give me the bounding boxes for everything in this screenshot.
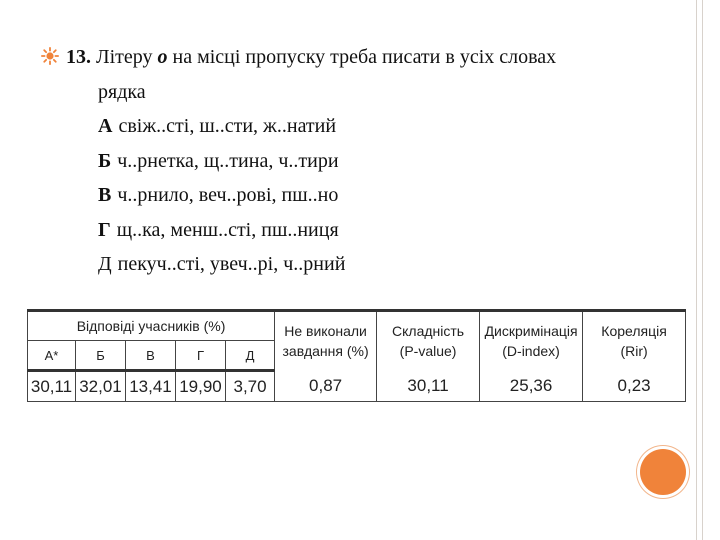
- table-cell: 25,36: [480, 371, 583, 402]
- question-number: 13.: [66, 46, 91, 68]
- option-h: [98, 216, 345, 251]
- option-text: свіж..сті, ш..сти, ж..натий: [118, 115, 337, 137]
- metric-header-line1: Кореляція: [601, 323, 667, 340]
- option-text: щ..ка, менш..сті, пш..ниця: [116, 218, 339, 241]
- metric-header-line1: Складність: [392, 323, 465, 340]
- statistics-table: [27, 309, 686, 402]
- question-continuation: рядка: [98, 81, 146, 103]
- answer-options: [98, 112, 345, 285]
- metric-header-line2: (Rir): [620, 343, 648, 360]
- answer-column-header: Г: [176, 341, 226, 371]
- answer-column-header: Б: [76, 341, 126, 371]
- metric-header-line1: Не виконали: [284, 323, 367, 340]
- question-text: [66, 43, 556, 71]
- metric-header-line2: (P-value): [399, 343, 457, 360]
- metric-header-discrimination: [480, 311, 583, 371]
- frame-line-right: [702, 0, 703, 540]
- metric-header-correlation: [583, 311, 686, 371]
- metric-header-line2: завдання (%): [282, 343, 369, 360]
- option-d: [98, 250, 345, 285]
- table-cell: 32,01: [76, 371, 126, 402]
- table-cell: 30,11: [28, 371, 76, 402]
- table-cell: 0,87: [275, 371, 377, 402]
- answer-column-header: В: [126, 341, 176, 371]
- table-cell: 13,41: [126, 371, 176, 402]
- metric-header-not-done: [275, 311, 377, 371]
- bullet-sun-icon: [41, 47, 59, 65]
- option-text: ч..рнило, веч..рові, пш..но: [117, 184, 339, 206]
- metric-header-line1: Дискримінація: [484, 323, 578, 340]
- option-key: А: [98, 115, 113, 137]
- option-v: [98, 181, 345, 216]
- group-header: Відповіді учасників (%): [28, 311, 275, 341]
- answer-column-header: Д: [226, 341, 275, 371]
- question-letter: о: [157, 46, 168, 68]
- question-text-after: на місці пропуску треба писати в усіх словах: [167, 46, 557, 68]
- option-key: Б: [98, 149, 112, 172]
- frame-line-left: [696, 0, 697, 540]
- table-cell: 3,70: [226, 371, 275, 402]
- option-b: [98, 147, 345, 182]
- option-text: ч..рнетка, щ..тина, ч..тири: [117, 149, 339, 172]
- option-text: пекуч..сті, увеч..рі, ч..рний: [117, 253, 346, 275]
- metric-header-difficulty: [377, 311, 480, 371]
- table-cell: 0,23: [583, 371, 686, 402]
- answer-column-header: А*: [28, 341, 76, 371]
- table-cell: 19,90: [176, 371, 226, 402]
- option-key: Г: [98, 218, 111, 241]
- decorative-circle: [640, 449, 686, 495]
- table-cell: 30,11: [377, 371, 480, 402]
- option-key: Д: [98, 253, 112, 275]
- metric-header-line2: (D-index): [502, 343, 560, 360]
- question-text-before: Літеру: [91, 46, 158, 68]
- option-a: [98, 112, 345, 147]
- option-key: В: [98, 184, 112, 206]
